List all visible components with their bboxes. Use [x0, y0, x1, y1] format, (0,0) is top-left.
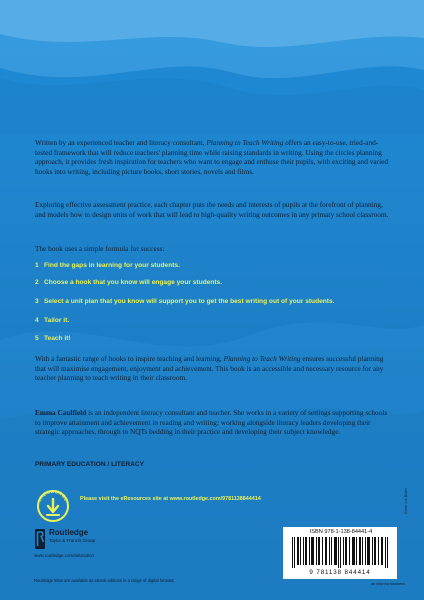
list-item: 5 Teach it! — [35, 335, 71, 342]
list-item: 1 Find the gaps in learning for your students. — [35, 262, 180, 269]
intro-paragraph: Written by an experienced teacher and literacy consultant, Planning to Teach Writing offers an easy-to-use, tried-and-tested framework that will reduce teachers' planning time while raising standards in writing. Using the circles planning approach, it provides fresh inspiration for teachers who want to engage and enthuse their pupils, with exciting and varied hooks into writing, including picture books, short stories, novels and films. — [35, 138, 388, 176]
list-item: 2 Choose a hook that you know will engage your students. — [35, 279, 223, 286]
eresource-badge-text: eRESOURCE — [36, 489, 70, 503]
eresources-note: Please visit the eResources site at www.routledge.com/9781138844414 — [80, 496, 261, 502]
publisher-url: www.routledge.com/education — [34, 553, 95, 558]
publisher-name: Routledge — [49, 528, 89, 537]
list-item: 3 Select a unit plan that you know will support you to get the best writing out of your students. — [35, 298, 335, 305]
cover-code: Cover Lor Bixen — [404, 488, 408, 514]
wave-background-top — [0, 0, 424, 135]
ebook-availability-note: Routledge titles are available as eBook editions in a range of digital formats — [34, 578, 174, 583]
eresource-badge-icon — [36, 489, 70, 523]
routledge-logo-icon — [34, 528, 46, 550]
formula-intro: The book uses a simple formula for success: — [35, 244, 165, 253]
author-bio: Emma Caulfield is an independent literacy consultant and teacher. She works in a variety of settings supporting schools to improve attainment and achievement in reading and writing; working alongside literacy leaders developing their strategic approaches, through to NQTs bedding in their practice and developing their subject knowledge. — [35, 408, 388, 437]
informa-note: an informa business — [371, 582, 405, 586]
hooks-paragraph: With a fantastic range of hooks to inspire teaching and learning, Planning to Teach Writing ensures successful planning that will maximise engagement, enjoyment and achievement. This book is an accessible and necessary resource for any teacher planning to teach writing in their classroom. — [35, 354, 384, 383]
isbn-number: ISBN 978-1-138-84441-4 — [309, 529, 373, 535]
barcode-panel — [283, 527, 397, 579]
barcode-graphic — [292, 537, 390, 568]
list-item: 4 Tailor it. — [35, 317, 70, 324]
publisher-group: Taylor & Francis Group — [49, 538, 96, 543]
barcode-digits: 9 781138 844414 — [309, 569, 371, 576]
assessment-paragraph: Exploring effective assessment practice, each chapter puts the needs and interests of pupils at the forefront of planning, and models how to design units of work that will lead to high-quality writing outcomes in any primary school classroom. — [35, 200, 389, 219]
subject-category: PRIMARY EDUCATION / LITERACY — [35, 461, 145, 468]
book-title: Planning to Teach Writing — [223, 354, 301, 363]
book-title: Planning to Teach Writing — [206, 138, 284, 147]
author-name: Emma Caulfield — [35, 408, 87, 417]
